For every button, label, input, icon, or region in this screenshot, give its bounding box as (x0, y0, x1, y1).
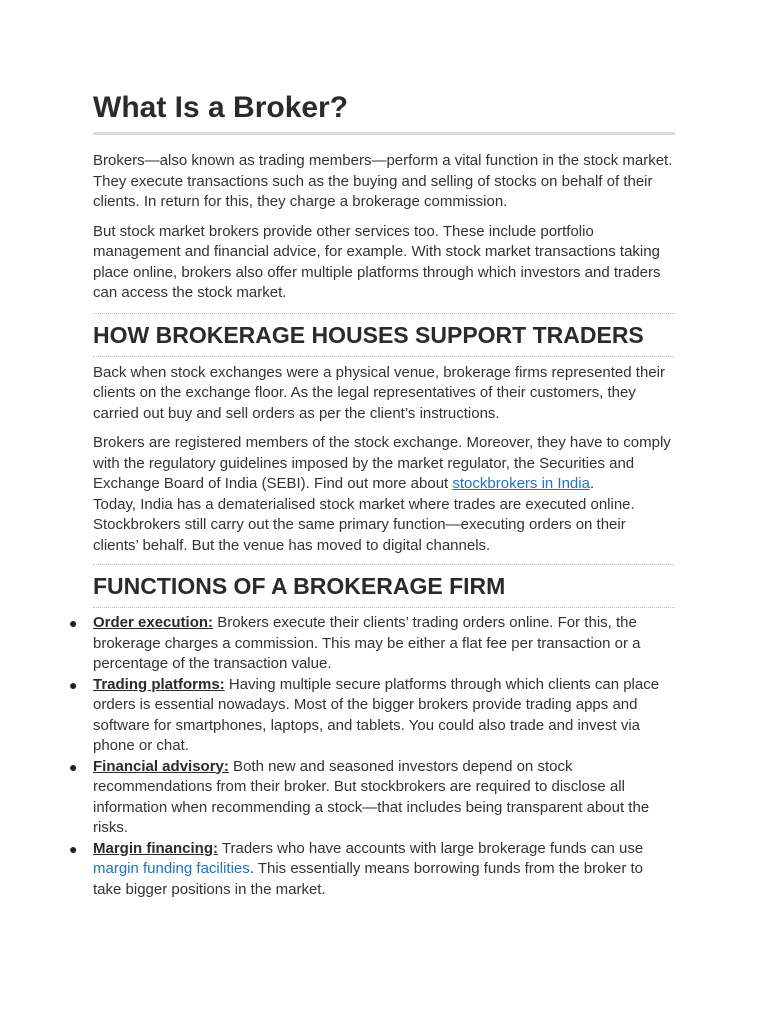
bullet-icon: ● (69, 676, 78, 693)
bullet-icon: ● (69, 840, 78, 857)
list-item (69, 839, 675, 901)
intro-paragraph-2: But stock market brokers provide other services too. These include portfolio management and financial advice, for example. With stock market transactions taking place online, brokers also offer multiple platforms through which investors and traders can access the stock market. (93, 222, 661, 301)
support-paragraph-2-end: . (589, 475, 595, 492)
support-paragraph-2-text: Brokers are registered members of the stock exchange. Moreover, they have to comply with the regulatory guidelines imposed by the market regulator, the Securities and Exchange Board of India (SEBI). Find out more about (93, 434, 671, 492)
stockbrokers-in-india-link[interactable]: stockbrokers in India (452, 475, 590, 492)
list-item (69, 757, 675, 839)
support-paragraph-1: Back when stock exchanges were a physical venue, brokerage firms represented their clients on the exchange floor. As the legal representatives of their customers, they carried out buy and sell orders as per the client’s instructions. (93, 363, 665, 422)
intro-paragraph-1: Brokers—also known as trading members—perform a vital function in the stock market. They execute transactions such as the buying and selling of stocks on behalf of their clients. In return for this, they charge a brokerage commission. (93, 152, 673, 210)
list-item-term: Financial advisory: (93, 757, 229, 775)
section-divider (93, 356, 675, 357)
list-item-text: Having multiple secure platforms through which clients can place orders is essential nowadays. Most of the bigger brokers provide trading apps and software for smartphones, laptops, and tablets. You could also trade and invest via phone or chat. (93, 675, 660, 754)
margin-funding-link[interactable]: margin funding facilities (93, 860, 250, 877)
list-item-term: Trading platforms: (93, 675, 225, 693)
list-item-text: Traders who have accounts with large brokerage funds can use (218, 839, 644, 857)
support-paragraph-3: Today, India has a dematerialised stock market where trades are executed online. Stockbrokers still carry out the same primary function—executing orders on their clients’ behalf. But the venue has moved to digital channels. (93, 495, 635, 554)
list-item-text: Both new and seasoned investors depend on stock recommendations from their broker. But stockbrokers are required to disclose all information when recommending a stock—that includes being transparent about the risks. (93, 757, 650, 836)
section-divider (93, 607, 675, 608)
section-heading-support-traders: HOW BROKERAGE HOUSES SUPPORT TRADERS (93, 321, 644, 348)
list-item-term: Margin financing: (93, 839, 218, 857)
list-item (69, 675, 675, 757)
article (69, 88, 675, 900)
bullet-icon: ● (69, 615, 78, 631)
list-item-text: Brokers execute their clients’ trading orders online. For this, the brokerage charges a commission. This may be either a flat fee per transaction or a percentage of the transaction value. (93, 614, 641, 672)
functions-list (69, 613, 675, 900)
support-paragraph-2 (93, 433, 675, 495)
list-item (69, 613, 675, 675)
page-title: What Is a Broker? (93, 88, 675, 135)
section-heading-functions: FUNCTIONS OF A BROKERAGE FIRM (93, 573, 506, 599)
bullet-icon: ● (69, 758, 78, 775)
list-item-term: Order execution: (93, 614, 214, 631)
list-item-text-end: . This essentially means borrowing funds from the broker to take bigger positions in the market. (93, 860, 643, 898)
